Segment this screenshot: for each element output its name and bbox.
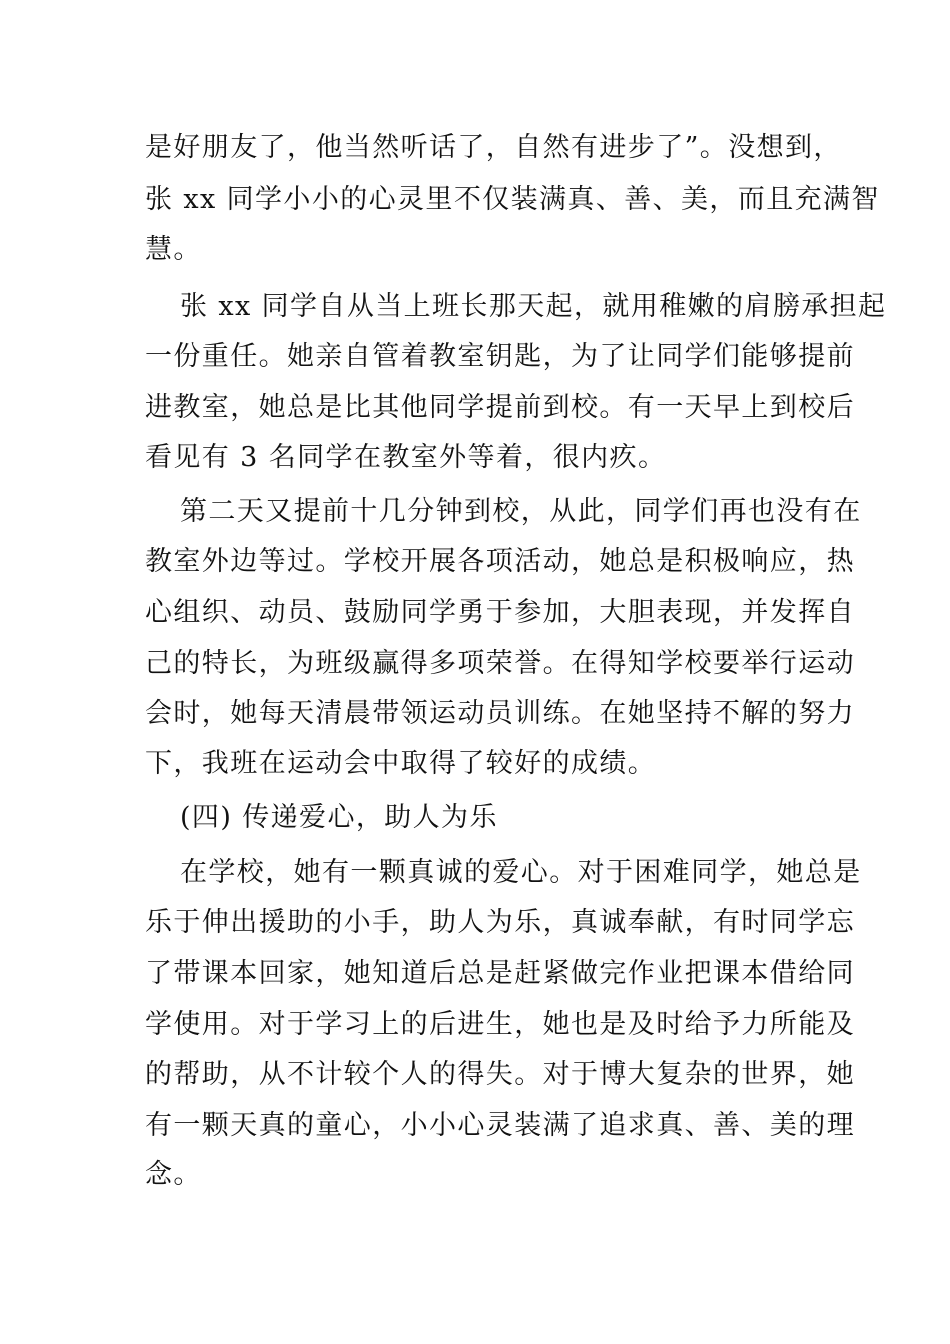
text-line: 教室外边等过。学校开展各项活动，她总是积极响应，热 [145, 546, 855, 577]
text-line: 的帮助，从不计较个人的得失。对于博大复杂的世界，她 [145, 1059, 855, 1090]
text-line: 乐于伸出援助的小手，助人为乐，真诚奉献，有时同学忘 [145, 907, 855, 938]
text-line: 一份重任。她亲自管着教室钥匙，为了让同学们能够提前 [145, 341, 855, 372]
section-heading: (四) 传递爱心，助人为乐 [180, 802, 498, 833]
text-line: 会时，她每天清晨带领运动员训练。在她坚持不解的努力 [145, 698, 855, 729]
text-line: 下，我班在运动会中取得了较好的成绩。 [145, 748, 657, 779]
text-line: 了带课本回家，她知道后总是赶紧做完作业把课本借给同 [145, 958, 855, 989]
text-line: 看见有 3 名同学在教室外等着，很内疚。 [145, 442, 667, 473]
text-line: 念。 [145, 1159, 202, 1190]
text-line: 学使用。对于学习上的后进生，她也是及时给予力所能及 [145, 1009, 855, 1040]
text-line: 心组织、动员、鼓励同学勇于参加，大胆表现，并发挥自 [145, 597, 855, 628]
text-line: 己的特长，为班级赢得多项荣誉。在得知学校要举行运动 [145, 648, 855, 679]
text-line: 慧。 [145, 234, 202, 265]
text-line: 进教室，她总是比其他同学提前到校。有一天早上到校后 [145, 392, 855, 423]
paragraph-start: 第二天又提前十几分钟到校，从此，同学们再也没有在 [180, 496, 862, 527]
paragraph-start: 在学校，她有一颗真诚的爱心。对于困难同学，她总是 [180, 857, 862, 888]
text-line: 张 xx 同学小小的心灵里不仅装满真、善、美，而且充满智 [145, 184, 880, 215]
text-line: 是好朋友了，他当然听话了，自然有进步了”。没想到， [145, 132, 842, 163]
paragraph-start: 张 xx 同学自从当上班长那天起，就用稚嫩的肩膀承担起 [180, 291, 887, 322]
text-line: 有一颗天真的童心，小小心灵装满了追求真、善、美的理 [145, 1110, 855, 1141]
